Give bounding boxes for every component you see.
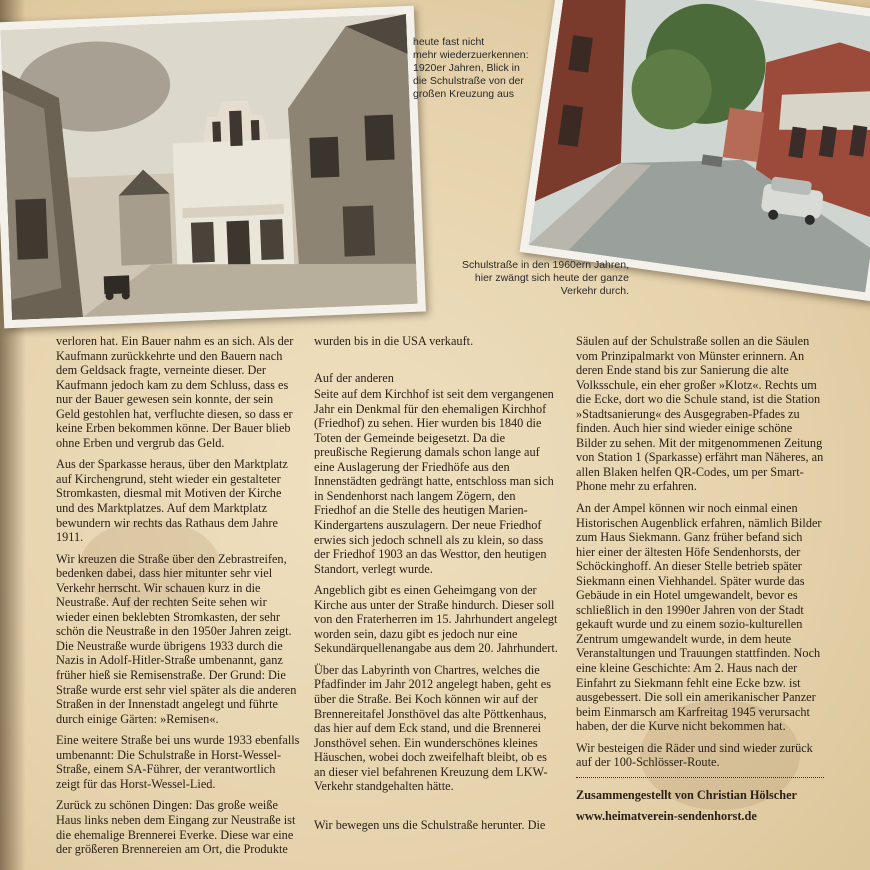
- caption-line: hier zwängt sich heute der ganze: [474, 272, 629, 284]
- dotted-divider: [576, 777, 824, 778]
- photo-old-street-image: [0, 14, 417, 320]
- caption-line: großen Kreuzung aus: [413, 88, 514, 100]
- caption-line: Schulstraße in den 1960ern Jahren,: [462, 259, 629, 271]
- paragraph: Seite auf dem Kirchhof ist seit dem vergangenen Jahr ein Denkmal für den ehemaligen Kirchhof (Friedhof) zu sehen. Hier wurden bis 1840 die Toten der Gemeinde beigesetzt. Da die preußische Regierung damals schon lange auf eine Auslagerung der Friedhöfe aus den Innenstädten gedrängt hatte, entschloss man sich in Sendenhorst nach langem Zögern, den Friedhof an die Stelle des heutigen Marien-Kindergartens auszulagern. Der neue Friedhof erwies sich jedoch schnell als zu klein, so dass der Friedhof 1903 an das Westtor, den heutigen Standort, verlegt wurde.: [314, 387, 554, 576]
- paragraph: Über das Labyrinth von Chartres, welches die Pfadfinder im Jahr 2012 angelegt haben, geht es über die Straße. Bei Koch können wir auf der Brennereitafel Jonsthövel das alte Pöttkenhaus, das hier auf dem Eck stand, und die Brennerei Jonsthövel sehen. Ein wunderschönes kleines Häuschen, wobei doch zweifelhaft bleibt, ob es an dieser viel befahrenen Kreuzung dem LKW-Verkehr standgehalten hätte.: [314, 662, 551, 794]
- paragraph: verloren hat. Ein Bauer nahm es an sich. Als der Kaufmann zurückkehrte und den Bauern nach dem Geldsack fragte, verneinte dieser. Der Kaufmann jedoch kam zu dem Schluss, dass es nur der Bauer gewesen sein konnte, der sein Geld gestohlen hat, verfluchte diesen, so dass er keine Erben bekommen könne. Der Bauer blieb ohne Erben und vergrub das Geld.: [56, 334, 294, 450]
- caption-right-photo: [453, 259, 629, 298]
- text-column-2: [314, 334, 560, 839]
- section-heading: Auf der anderen: [314, 370, 394, 385]
- paragraph: Wir besteigen die Räder und sind wieder zurück auf der 100-Schlösser-Route.: [576, 740, 813, 770]
- color-street-illustration: [529, 0, 870, 292]
- paragraph: Wir kreuzen die Straße über den Zebrastreifen, bedenken dabei, dass hier mitunter sehr viel Verkehr herrscht. Wir schauen kurz in die Neustraße. Auf der rechten Seite sehen wir wieder einen beklebten Stromkasten, der sehr schön die Neustraße in den 1950er Jahren zeigt. Die Neustraße wurde übrigens 1933 durch die Nazis in Adolf-Hitler-Straße umbenannt, ganz früher hieß sie Remisenstraße. Der Grund: Die Straße wurde erst sehr viel später als die anderen Straßen in der Innenstadt angelegt und führte durch einige Gärten: »Remisen«.: [56, 551, 297, 726]
- caption-line: Verkehr durch.: [560, 285, 629, 297]
- photo-1960s-street: [520, 0, 870, 301]
- text-column-3: [576, 334, 824, 831]
- sepia-street-illustration: [0, 14, 417, 320]
- caption-left-photo: [413, 36, 529, 101]
- paragraph: Zurück zu schönen Dingen: Das große weiße Haus links neben dem Eingang zur Neustraße ist die ehemalige Brennerei Everke. Diese war eine der größeren Brennereien am Ort, die Produkte: [56, 798, 296, 857]
- website-link[interactable]: www.heimatverein-sendenhorst.de: [576, 809, 757, 824]
- paragraph: Aus der Sparkasse heraus, über den Marktplatz auf Kirchengrund, steht wieder ein gestalteter Stromkasten, diesmal mit Motiven der Kirche und des Marktplatzes. Auf dem Marktplatz bewundern wir rechts das Rathaus dem Jahre 1911.: [56, 457, 288, 545]
- paragraph: Säulen auf der Schulstraße sollen an die Säulen vom Prinzipalmarkt von Münster erinnern. An deren Ende stand bis zur Sanierung die alte Volksschule, ein eher großer »Klotz«. Rechts um die Ecke, dort wo die Schule stand, ist die Station »Stadtsanierung« des Ausgegraben-Pfades zu finden. Auch hier sind wieder einige schöne Bilder zu sehen. Mit der mitgenommenen Zeitung von Station 1 (Sparkasse) erfährt man Näheres, an allen Blaken helfen QR-Codes, um per Smart-Phone mehr zu erfahren.: [576, 334, 824, 494]
- text-column-1: [56, 334, 300, 864]
- paragraph: An der Ampel können wir noch einmal einen Historischen Augenblick erfahren, nämlich Bilder zum Haus Siekmann. Ganz früher befand sich hier einer der ältesten Höfe Sendenhorsts, der Schöckinghoff. An dieser Stelle betrieb später Siekmann einen Viehhandel. Später wurde das Gebäude in ein Hotel umgewandelt, bevor es schließlich in den 1990er Jahren von der Stadt gekauft wurde und zu einem sozio-kulturellen Zentrum umgewandelt wurde, in dem heute Veranstaltungen und Trauungen stattfinden. Noch eine kleine Geschichte: Am 2. Haus nach der Einfahrt zu Siekmann fehlt eine Ecke bzw. ist ausgebessert. Die soll ein amerikanischer Panzer beim Einmarsch am Karfreitag 1945 verursacht haben, der die Kurve nicht bekommen hat.: [576, 501, 822, 734]
- caption-line: mehr wiederzuerkennen:: [413, 49, 529, 61]
- paragraph: Wir bewegen uns die Schulstraße herunter. Die: [314, 817, 546, 832]
- photo-1960s-street-image: [529, 0, 870, 292]
- paragraph: Angeblich gibt es einen Geheimgang von der Kirche aus unter der Straße hindurch. Dieser soll von den Fraterherren im 15. Jahrhundert angelegt worden sein, dazu gibt es jedoch nur eine Sekundärquellenangabe aus dem 20. Jahrhundert.: [314, 583, 558, 656]
- paragraph: wurden bis in die USA verkauft.: [314, 334, 474, 348]
- caption-line: die Schulstraße von der: [413, 75, 524, 87]
- author-credit: Zusammengestellt von Christian Hölscher: [576, 787, 797, 802]
- caption-line: heute fast nicht: [413, 36, 485, 48]
- photo-old-street: [0, 6, 426, 329]
- caption-line: 1920er Jahren, Blick in: [413, 62, 520, 74]
- paragraph: Eine weitere Straße bei uns wurde 1933 ebenfalls umbenannt: Die Schulstraße in Horst-Wessel-Straße, einem SA-Führer, der verantwortlich zeigt für das Horst-Wessel-Lied.: [56, 733, 300, 791]
